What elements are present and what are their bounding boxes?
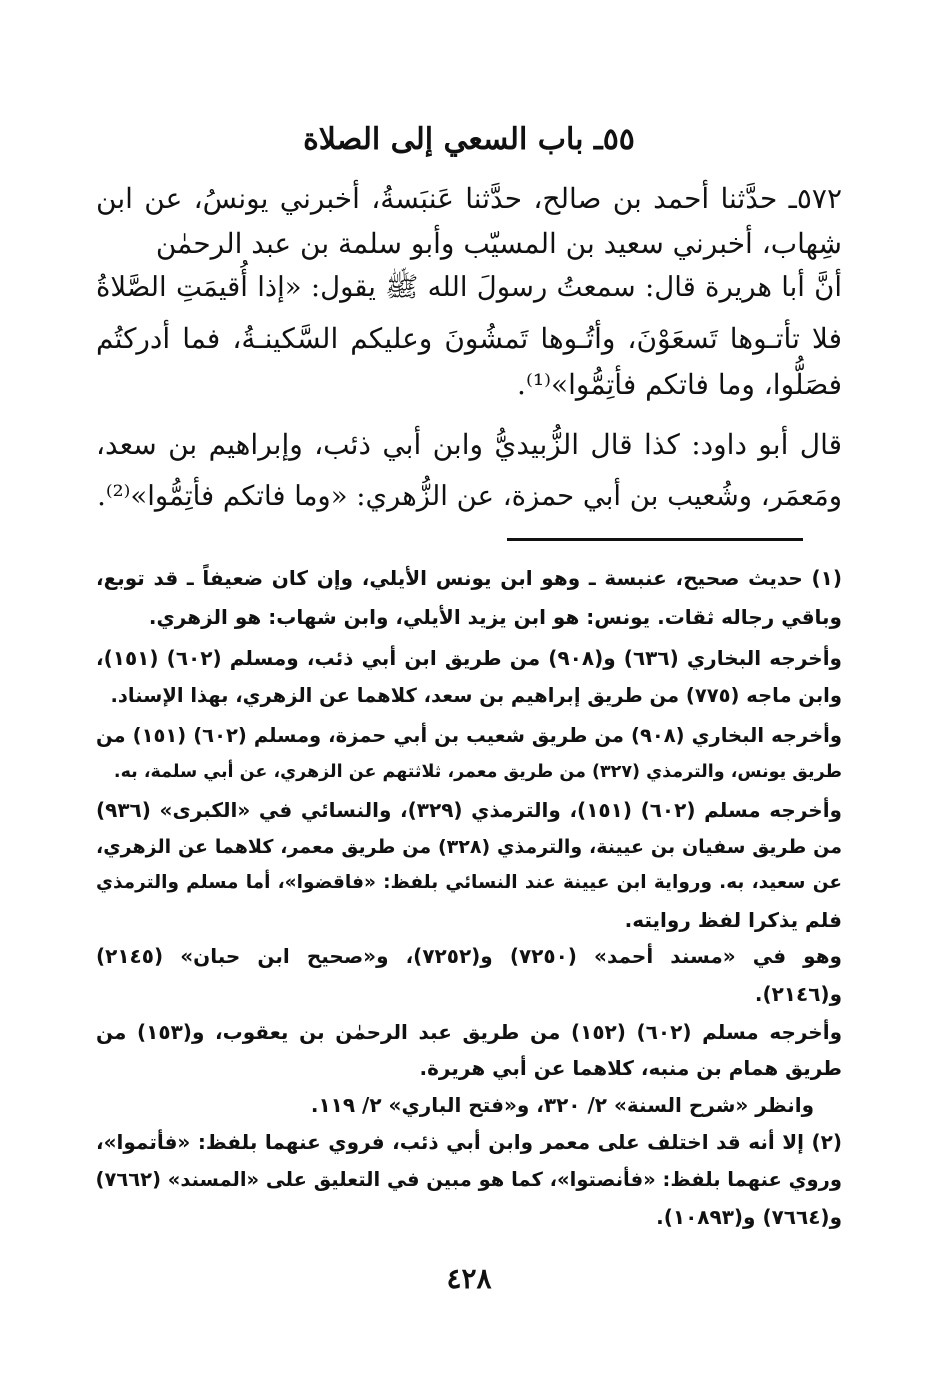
- hadith-line: فلا تأتـوها تَسعَوْنَ، وأتُـوها تَمشُونَ وعليكم السَّكينـةُ، فما أدركتُم: [96, 322, 842, 355]
- footnote-line: وابن ماجه (٧٧٥) من طريق إبراهيم بن سعد، كلاهما عن الزهري، بهذا الإسناد.: [110, 684, 842, 707]
- footnote-line: وأخرجه البخاري (٩٠٨) من طريق شعيب بن أبي حمزة، ومسلم (٦٠٢) (١٥١) من: [96, 724, 842, 747]
- chapter-heading: ٥٥ـ باب السعي إلى الصلاة: [303, 122, 635, 157]
- footnote-line: وهو في «مسند أحمد» (٧٢٥٠) و(٧٢٥٢)، و«صحيح ابن حبان» (٢١٤٥): [96, 944, 842, 968]
- hadith-line: شِهاب، أخبرني سعيد بن المسيّب وأبو سلمة بن عبد الرحمٰن: [155, 227, 842, 260]
- footnote-line: وباقي رجاله ثقات. يونس: هو ابن يزيد الأيلي، وابن شهاب: هو الزهري.: [148, 605, 842, 629]
- footnote-line: و(٧٦٦٤) و(١٠٨٩٣).: [656, 1205, 842, 1229]
- footnote-line: عن سعيد، به. ورواية ابن عيينة عند النسائي بلفظ: «فاقضوا»، أما مسلم والترمذي: [96, 872, 842, 893]
- footnote-line: و(٢١٤٦).: [754, 982, 842, 1006]
- hadith-line: فصَلُّوا، وما فاتكم فأتِمُّوا»⁽¹⁾.: [517, 368, 842, 401]
- footnote-separator: [507, 538, 803, 541]
- footnote-line: وأخرجه البخاري (٦٣٦) و(٩٠٨) من طريق ابن أبي ذئب، ومسلم (٦٠٢) (١٥١)،: [96, 646, 842, 670]
- footnote-line: وأخرجه مسلم (٦٠٢) (١٥١)، والترمذي (٣٢٩)، والنسائي في «الكبرى» (٩٣٦): [96, 798, 842, 822]
- commentary-line: ومَعمَر، وشُعيب بن أبي حمزة، عن الزُّهري: «وما فاتكم فأتِمُّوا»⁽²⁾.: [97, 480, 842, 512]
- hadith-line: ٥٧٢ـ حدَّثنا أحمد بن صالح، حدَّثنا عَنبَسةُ، أخبرني يونسُ، عن ابن: [96, 182, 842, 215]
- page-number: ٤٢٨: [446, 1262, 492, 1295]
- footnote-line: طريق همام بن منبه، كلاهما عن أبي هريرة.: [419, 1056, 842, 1080]
- footnote-line: وروي عنهما بلفظ: «فأنصتوا»، كما هو مبين في التعليق على «المسند» (٧٦٦٢): [95, 1168, 842, 1191]
- footnote-line: وانظر «شرح السنة» ٢/ ٣٢٠، و«فتح الباري» ٢/ ١١٩.: [310, 1093, 814, 1117]
- footnote-line: فلم يذكرا لفظ روايته.: [624, 908, 842, 932]
- commentary-line: قال أبو داود: كذا قال الزُّبيديُّ وابن أبي ذئب، وإبراهيم بن سعد،: [96, 428, 842, 461]
- footnote-line: (٢) إلا أنه قد اختلف على معمر وابن أبي ذئب، فروي عنهما بلفظ: «فأتموا»،: [96, 1130, 842, 1154]
- footnote-line: (١) حديث صحيح، عنبسة ـ وهو ابن يونس الأيلي، وإن كان ضعيفاً ـ قد توبع،: [96, 566, 842, 590]
- hadith-line: أنَّ أبا هريرة قال: سمعتُ رسولَ الله ﷺ يقول: «إذا أُقيمَتِ الصَّلاةُ: [96, 271, 842, 303]
- footnote-line: من طريق سفيان بن عيينة، والترمذي (٣٢٨) من طريق معمر، كلاهما عن الزهري،: [96, 836, 842, 858]
- footnote-line: طريق يونس، والترمذي (٣٢٧) من طريق معمر، ثلاثتهم عن الزهري، عن أبي سلمة، به.: [113, 762, 842, 782]
- footnote-line: وأخرجه مسلم (٦٠٢) (١٥٢) من طريق عبد الرحمٰن بن يعقوب، و(١٥٣) من: [96, 1020, 843, 1044]
